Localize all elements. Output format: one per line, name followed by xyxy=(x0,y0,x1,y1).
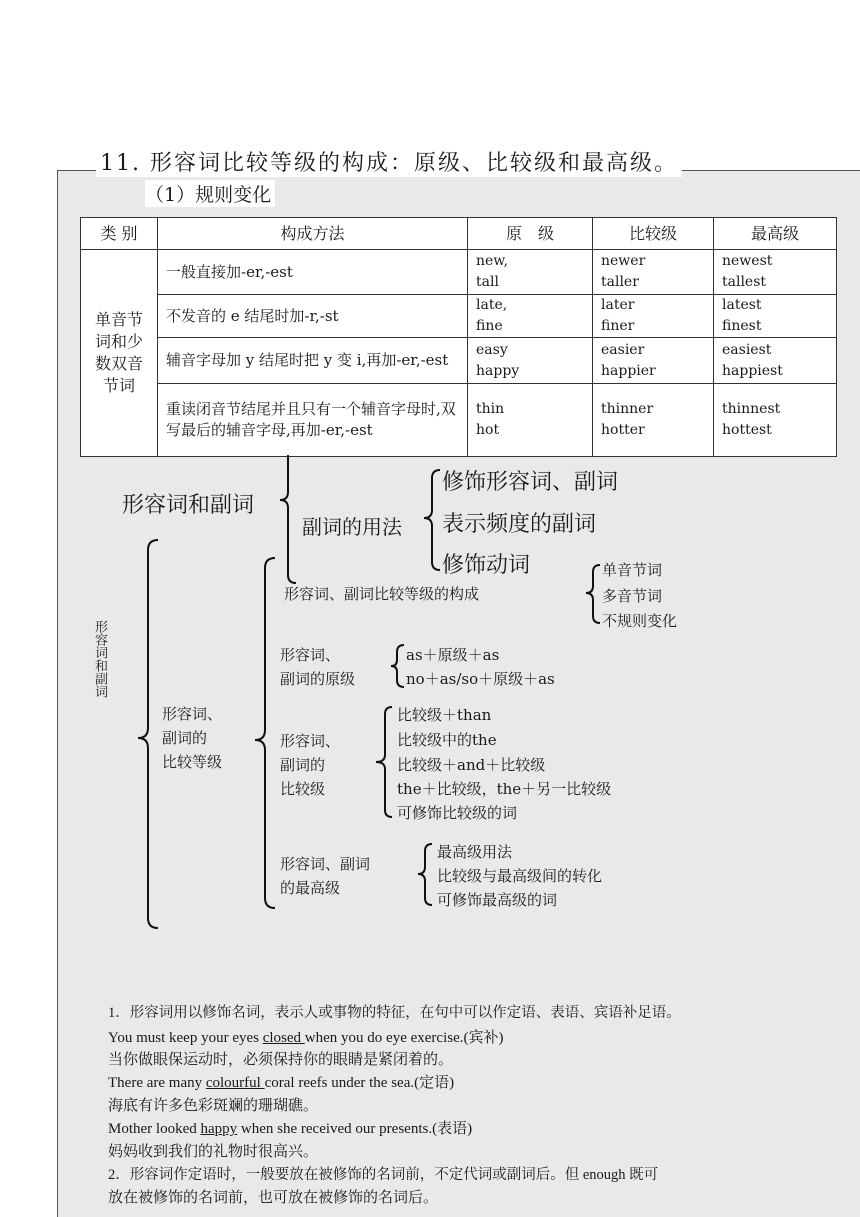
comparative-label: 形容词、 副词的 比较级 xyxy=(280,732,341,798)
superlative-cell: latest finest xyxy=(714,295,837,338)
note-2-continued: 放在被修饰的名词前，也可放在被修饰的名词后。 xyxy=(108,1190,439,1206)
comparative-item: 比较级中的the xyxy=(397,731,497,749)
positive-item: as＋原级＋as xyxy=(406,646,500,664)
note-1: 1．形容词用以修饰名词，表示人或事物的特征，在句中可以作定语、表语、宾语补足语。 xyxy=(108,1005,681,1021)
formation-item: 多音节词 xyxy=(602,587,663,605)
translation-1: 当你做眼保运动时，必须保持你的眼睛是紧闭着的。 xyxy=(108,1052,454,1068)
comparative-item: 可修饰比较级的词 xyxy=(397,804,518,822)
translation-3: 妈妈收到我们的礼物时很高兴。 xyxy=(108,1144,319,1160)
comparative-item: the＋比较级，the＋另一比较级 xyxy=(397,780,612,798)
adverb-usage-item: 表示频度的副词 xyxy=(442,512,597,537)
comparative-cell: easier happier xyxy=(593,338,714,384)
outer-brace xyxy=(138,540,158,928)
side-label: 形容词和副词 xyxy=(92,620,107,698)
superlative-cell: easiest happiest xyxy=(714,338,837,384)
note-2: 2．形容词作定语时，一般要放在被修饰的名词前，不定代词或副词后。但 enough 既可 xyxy=(108,1167,659,1183)
superlative-cell: newest tallest xyxy=(714,250,837,295)
adverb-usage-label: 副词的用法 xyxy=(302,515,402,539)
comparative-cell: newer taller xyxy=(593,250,714,295)
translation-2: 海底有许多色彩斑斓的珊瑚礁。 xyxy=(108,1098,319,1114)
tree-root-label: 形容词和副词 xyxy=(122,493,255,518)
positive-label: 形容词、 副词的原级 xyxy=(280,646,356,688)
table-header-cell: 类 别 xyxy=(81,218,158,250)
method-cell: 不发音的 e 结尾时加-r,-st xyxy=(158,295,468,338)
superlative-item: 最高级用法 xyxy=(437,843,513,861)
base-cell: thin hot xyxy=(468,384,593,457)
comparative-item: 比较级＋and＋比较级 xyxy=(397,756,546,774)
method-cell: 辅音字母加 y 结尾时把 y 变 i,再加-er,-est xyxy=(158,338,468,384)
table-header-cell: 原 级 xyxy=(468,218,593,250)
formation-item: 不规则变化 xyxy=(602,612,678,630)
method-cell: 重读闭音节结尾并且只有一个辅音字母时,双写最后的辅音字母,再加-er,-est xyxy=(158,384,468,457)
formation-label: 形容词、副词比较等级的构成 xyxy=(284,585,480,603)
comparative-brace xyxy=(376,707,392,817)
superlative-label: 形容词、副词 的最高级 xyxy=(280,855,371,897)
adverb-usage-item: 修饰形容词、副词 xyxy=(442,470,619,495)
section-heading: 11. 形容词比较等级的构成：原级、比较级和最高级。 xyxy=(96,146,682,177)
base-cell: late, fine xyxy=(468,295,593,338)
superlative-item: 可修饰最高级的词 xyxy=(437,891,558,909)
section-subheading: （1）规则变化 xyxy=(145,180,275,207)
comparative-cell: later finer xyxy=(593,295,714,338)
table-header-cell: 构成方法 xyxy=(158,218,468,250)
root-brace xyxy=(280,455,296,583)
superlative-cell: thinnest hottest xyxy=(714,384,837,457)
formation-brace xyxy=(586,565,600,623)
category-cell: 单音节词和少数双音节词 xyxy=(81,250,158,457)
base-cell: new, tall xyxy=(468,250,593,295)
superlative-brace xyxy=(418,844,432,905)
comparative-item: 比较级＋than xyxy=(397,706,492,724)
superlative-item: 比较级与最高级间的转化 xyxy=(437,867,603,885)
comparative-cell: thinner hotter xyxy=(593,384,714,457)
formation-item: 单音节词 xyxy=(602,561,663,579)
table-header-cell: 比较级 xyxy=(593,218,714,250)
positive-item: no＋as/so＋原级＋as xyxy=(406,670,555,688)
degrees-label: 形容词、 副词的 比较等级 xyxy=(162,705,223,771)
positive-brace xyxy=(391,645,404,687)
adverb-usage-brace xyxy=(424,470,440,570)
example-3: Mother looked happy when she received our presents.(表语) xyxy=(108,1121,473,1137)
base-cell: easy happy xyxy=(468,338,593,384)
degrees-brace xyxy=(255,558,275,908)
example-2: There are many colourful coral reefs under the sea.(定语) xyxy=(108,1075,455,1091)
adverb-usage-item: 修饰动词 xyxy=(442,553,531,578)
example-1: You must keep your eyes closed when you do eye exercise.(宾补) xyxy=(108,1030,504,1046)
method-cell: 一般直接加-er,-est xyxy=(158,250,468,295)
table-header-cell: 最高级 xyxy=(714,218,837,250)
